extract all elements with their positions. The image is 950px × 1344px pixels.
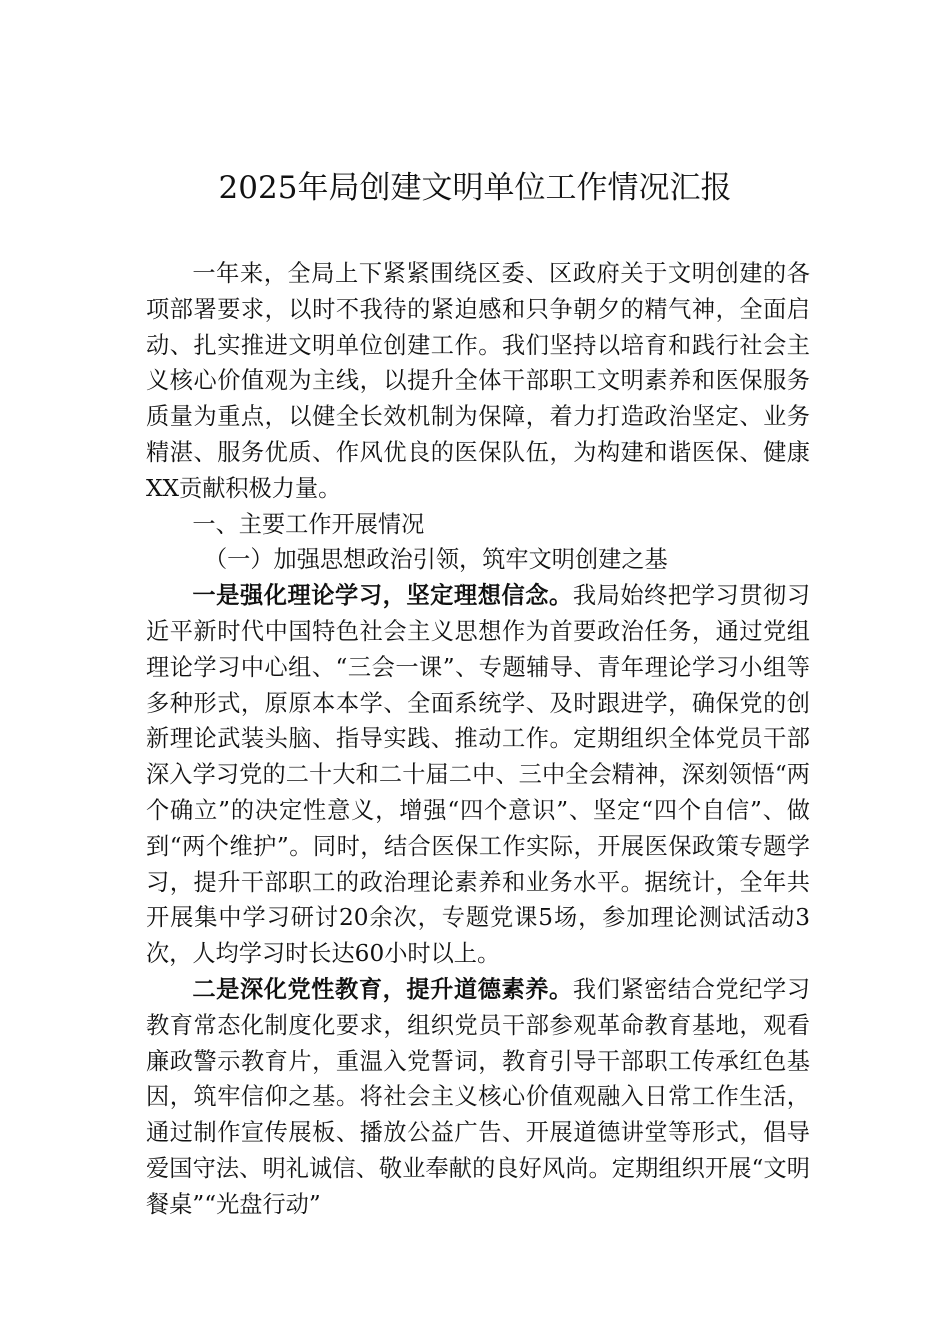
paragraph-lead: 二是深化党性教育，提升道德素养。 (192, 975, 573, 1003)
intro-paragraph: 一年来，全局上下紧紧围绕区委、区政府关于文明创建的各项部署要求，以时不我待的紧迫感和只争朝夕的精气神，全面启动、扎实推进文明单位创建工作。我们坚持以培育和践行社会主义核心价值观为主线，以提升全体干部职工文明素养和医保服务质量为重点，以健全长效机制为保障，着力打造政治坚定、业务精湛、服务优质、作风优良的医保队伍，为构建和谐医保、健康XX贡献积极力量。 (146, 260, 810, 502)
section-heading: 一、主要工作开展情况 (192, 510, 425, 538)
paragraph-party-education (146, 972, 810, 1223)
paragraph-lead: 一是强化理论学习，坚定理想信念。 (192, 582, 573, 610)
paragraph-text: 我局始终把学习贯彻习近平新时代中国特色社会主义思想作为首要政治任务，通过党组理论学习中心组、“三会一课”、专题辅导、青年理论学习小组等多种形式，原原本本学、全面系统学、及时跟进学，确保党的创新理论武装头脑、指导实践、推动工作。定期组织全体党员干部深入学习党的二十大和二十届二中、三中全会精神，深刻领悟“两个确立”的决定性意义，增强“四个意识”、坚定“四个自信”、做到“两个维护”。同时，结合医保工作实际，开展医保政策专题学习，提升干部职工的政治理论素养和业务水平。据统计，全年共开展集中学习研讨20余次，专题党课5场，参加理论测试活动3次，人均学习时长达60小时以上。 (146, 582, 811, 968)
subsection-heading: （一）加强思想政治引领，筑牢文明创建之基 (204, 546, 668, 574)
paragraph-text: 我们紧密结合党纪学习教育常态化制度化要求，组织党员干部参观革命教育基地，观看廉政警示教育片，重温入党誓词，教育引导干部职工传承红色基因，筑牢信仰之基。将社会主义核心价值观融入日常工作生活，通过制作宣传展板、播放公益广告、开展道德讲堂等形式，倡导爱国守法、明礼诚信、敬业奉献的良好风尚。定期组织开展“文明餐桌”“光盘行动” (146, 975, 811, 1218)
paragraph-theory-study (146, 578, 810, 972)
document-title: 2025年局创建文明单位工作情况汇报 (218, 170, 732, 206)
document-body (146, 256, 810, 1223)
